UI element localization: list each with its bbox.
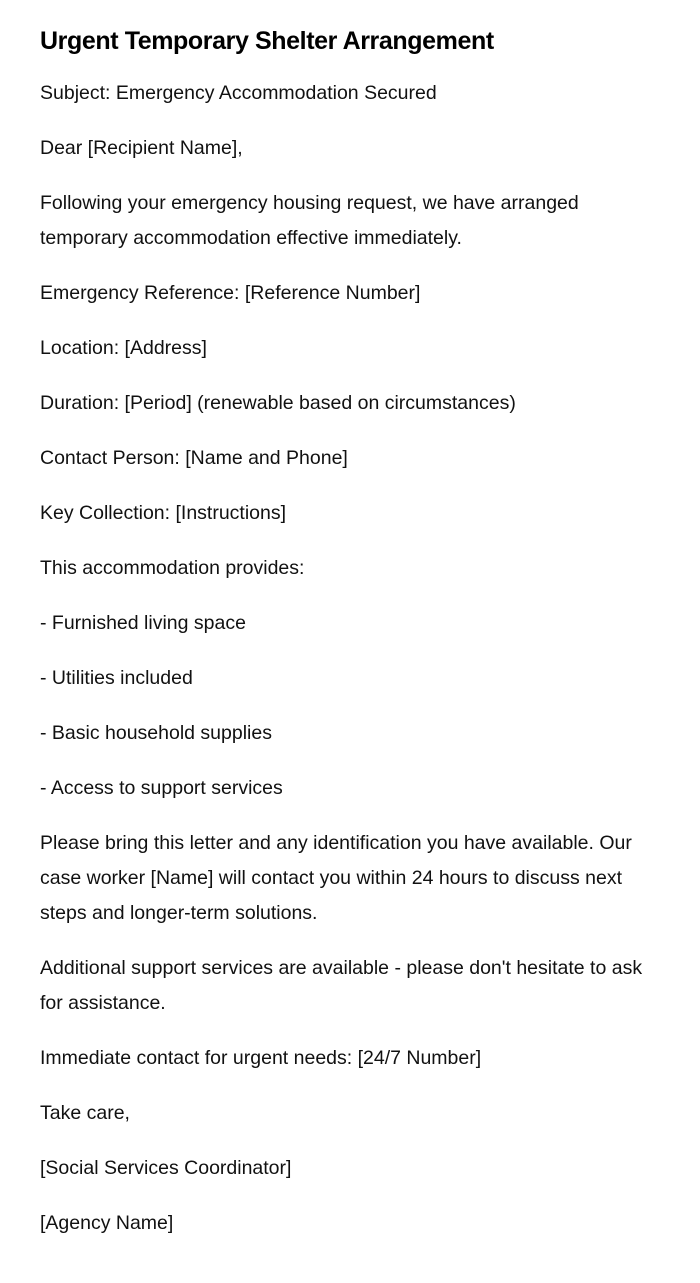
subject-line: Subject: Emergency Accommodation Secured [40,82,437,104]
signature-name: [Social Services Coordinator] [40,1157,292,1179]
detail-key-collection: Key Collection: [Instructions] [40,502,287,524]
detail-duration: Duration: [Period] (renewable based on circumstances) [40,392,516,414]
greeting: Dear [Recipient Name], [40,137,243,159]
support-paragraph: Additional support services are available - please don't hesitate to ask for assistance. [40,957,643,1014]
urgent-contact-line: Immediate contact for urgent needs: [24/7 Number] [40,1047,482,1069]
signature-agency: [Agency Name] [40,1212,174,1234]
provides-item: - Utilities included [40,667,193,689]
closing-line: Take care, [40,1102,130,1124]
instructions-paragraph: Please bring this letter and any identification you have available. Our case worker [Name] will contact you within 24 hours to discuss next steps and longer-term solutions. [40,832,632,924]
provides-heading: This accommodation provides: [40,557,305,579]
detail-contact-person: Contact Person: [Name and Phone] [40,447,348,469]
detail-reference: Emergency Reference: [Reference Number] [40,282,421,304]
document-title: Urgent Temporary Shelter Arrangement [40,27,494,55]
provides-item: - Basic household supplies [40,722,272,744]
provides-item: - Access to support services [40,777,283,799]
detail-location: Location: [Address] [40,337,207,359]
provides-item: - Furnished living space [40,612,246,634]
intro-paragraph: Following your emergency housing request, we have arranged temporary accommodation effective immediately. [40,192,579,249]
